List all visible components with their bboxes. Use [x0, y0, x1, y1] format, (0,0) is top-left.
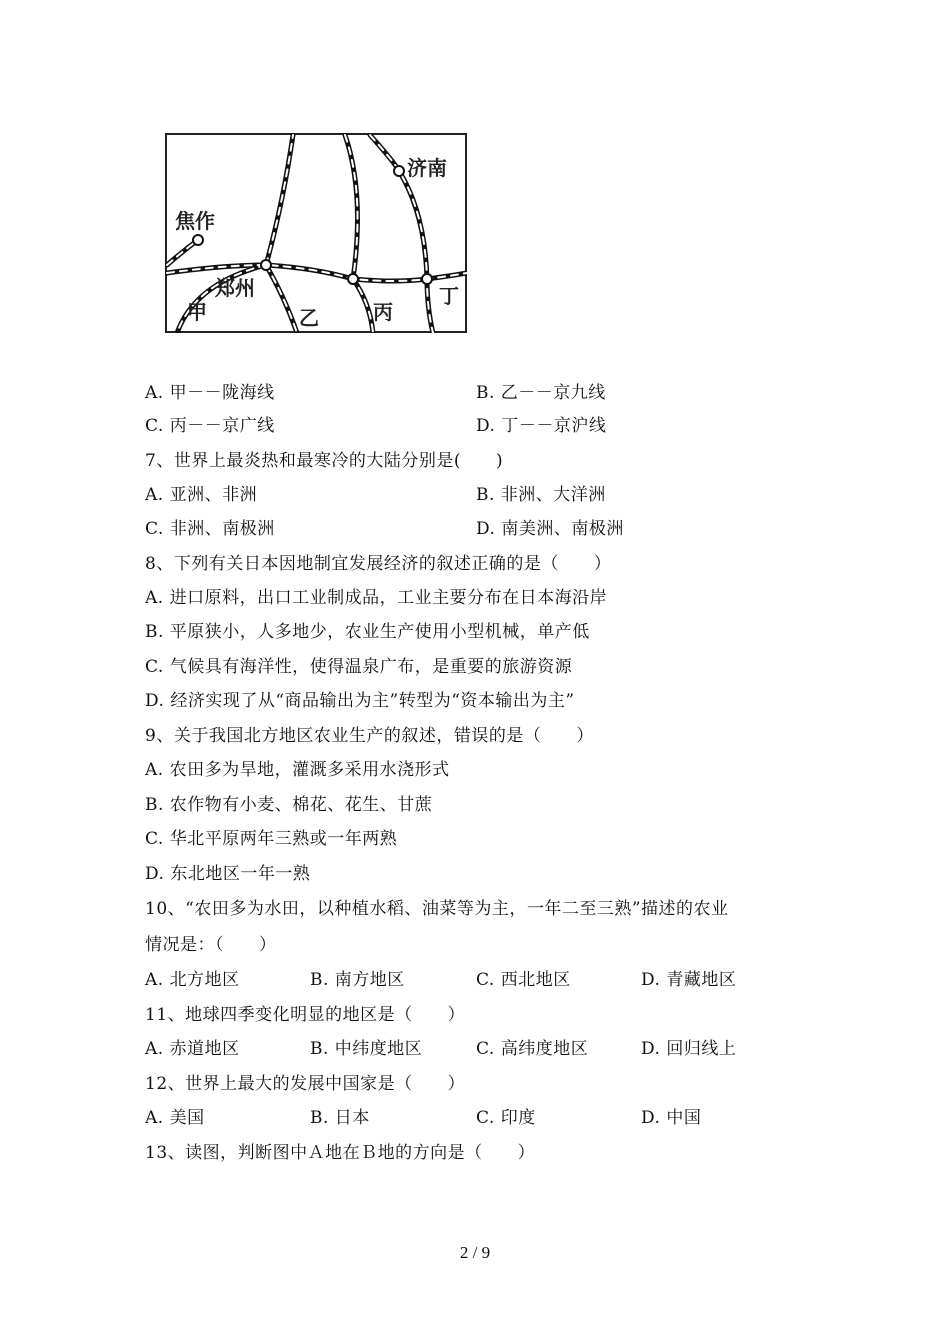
q10-option-c: C. 西北地区: [476, 970, 571, 990]
q10-option-a: A. 北方地区: [145, 970, 240, 990]
map-label-jinan: 济南: [407, 156, 447, 180]
q9-stem: 9、关于我国北方地区农业生产的叙述，错误的是（ ）: [145, 726, 594, 746]
ding-junction: [422, 274, 432, 284]
zhengzhou-station: [261, 260, 271, 270]
q7-option-c: C. 非洲、南极洲: [145, 519, 275, 539]
q9-option-b: B. 农作物有小麦、棉花、花生、甘蔗: [145, 795, 433, 815]
q10-stem-line2: 情况是：（ ）: [145, 935, 277, 955]
q7-option-a: A. 亚洲、非洲: [145, 485, 258, 505]
q12-option-d: D. 中国: [641, 1108, 702, 1128]
q7-option-d: D. 南美洲、南极洲: [476, 519, 624, 539]
q8-stem: 8、下列有关日本因地制宜发展经济的叙述正确的是（ ）: [145, 554, 612, 574]
q10-stem-line1: 10、“农田多为水田，以种植水稻、油菜等为主，一年二至三熟”描述的农业: [145, 899, 729, 919]
q10-option-b: B. 南方地区: [310, 970, 405, 990]
bing-junction: [348, 274, 358, 284]
jiaozuo-station: [193, 235, 203, 245]
q9-option-a: A. 农田多为旱地，灌溉多采用水浇形式: [145, 760, 450, 780]
q13-stem: 13、读图，判断图中Ａ地在Ｂ地的方向是（ ）: [145, 1143, 536, 1163]
q10-option-d: D. 青藏地区: [641, 970, 737, 990]
map-label-jia: 甲: [187, 300, 207, 324]
jinan-station: [394, 166, 404, 176]
q11-stem: 11、地球四季变化明显的地区是（ ）: [145, 1005, 466, 1025]
q6-option-d: D. 丁－－京沪线: [476, 416, 607, 436]
map-label-jiaozuo: 焦作: [175, 209, 215, 233]
q11-option-c: C. 高纬度地区: [476, 1039, 589, 1059]
q6-option-b: B. 乙－－京九线: [476, 383, 606, 403]
q11-option-a: A. 赤道地区: [145, 1039, 240, 1059]
q9-option-d: D. 东北地区一年一熟: [145, 864, 311, 884]
q8-option-b: B. 平原狭小，人多地少，农业生产使用小型机械，单产低: [145, 622, 590, 642]
q12-option-a: A. 美国: [145, 1108, 205, 1128]
q11-option-b: B. 中纬度地区: [310, 1039, 423, 1059]
q7-stem: 7、世界上最炎热和最寒冷的大陆分别是( ): [145, 451, 504, 471]
q12-option-c: C. 印度: [476, 1108, 536, 1128]
map-label-yi: 乙: [299, 306, 319, 330]
page-number: 2 / 9: [459, 1243, 491, 1262]
q12-option-b: B. 日本: [310, 1108, 370, 1128]
q12-stem: 12、世界上最大的发展中国家是（ ）: [145, 1074, 466, 1094]
map-label-ding: 丁: [439, 284, 459, 308]
q6-option-a: A. 甲－－陇海线: [145, 383, 275, 403]
q7-option-b: B. 非洲、大洋洲: [476, 485, 606, 505]
q6-option-c: C. 丙－－京广线: [145, 416, 275, 436]
q8-option-d: D. 经济实现了从“商品输出为主”转型为“资本输出为主”: [145, 691, 575, 711]
q8-option-c: C. 气候具有海洋性，使得温泉广布，是重要的旅游资源: [145, 657, 573, 677]
q8-option-a: A. 进口原料，出口工业制成品，工业主要分布在日本海沿岸: [145, 588, 608, 608]
map-label-zhengzhou: 郑州: [215, 276, 255, 300]
map-label-bing: 丙: [373, 300, 393, 324]
q9-option-c: C. 华北平原两年三熟或一年两熟: [145, 829, 398, 849]
q11-option-d: D. 回归线上: [641, 1039, 737, 1059]
railway-map: [165, 133, 467, 333]
